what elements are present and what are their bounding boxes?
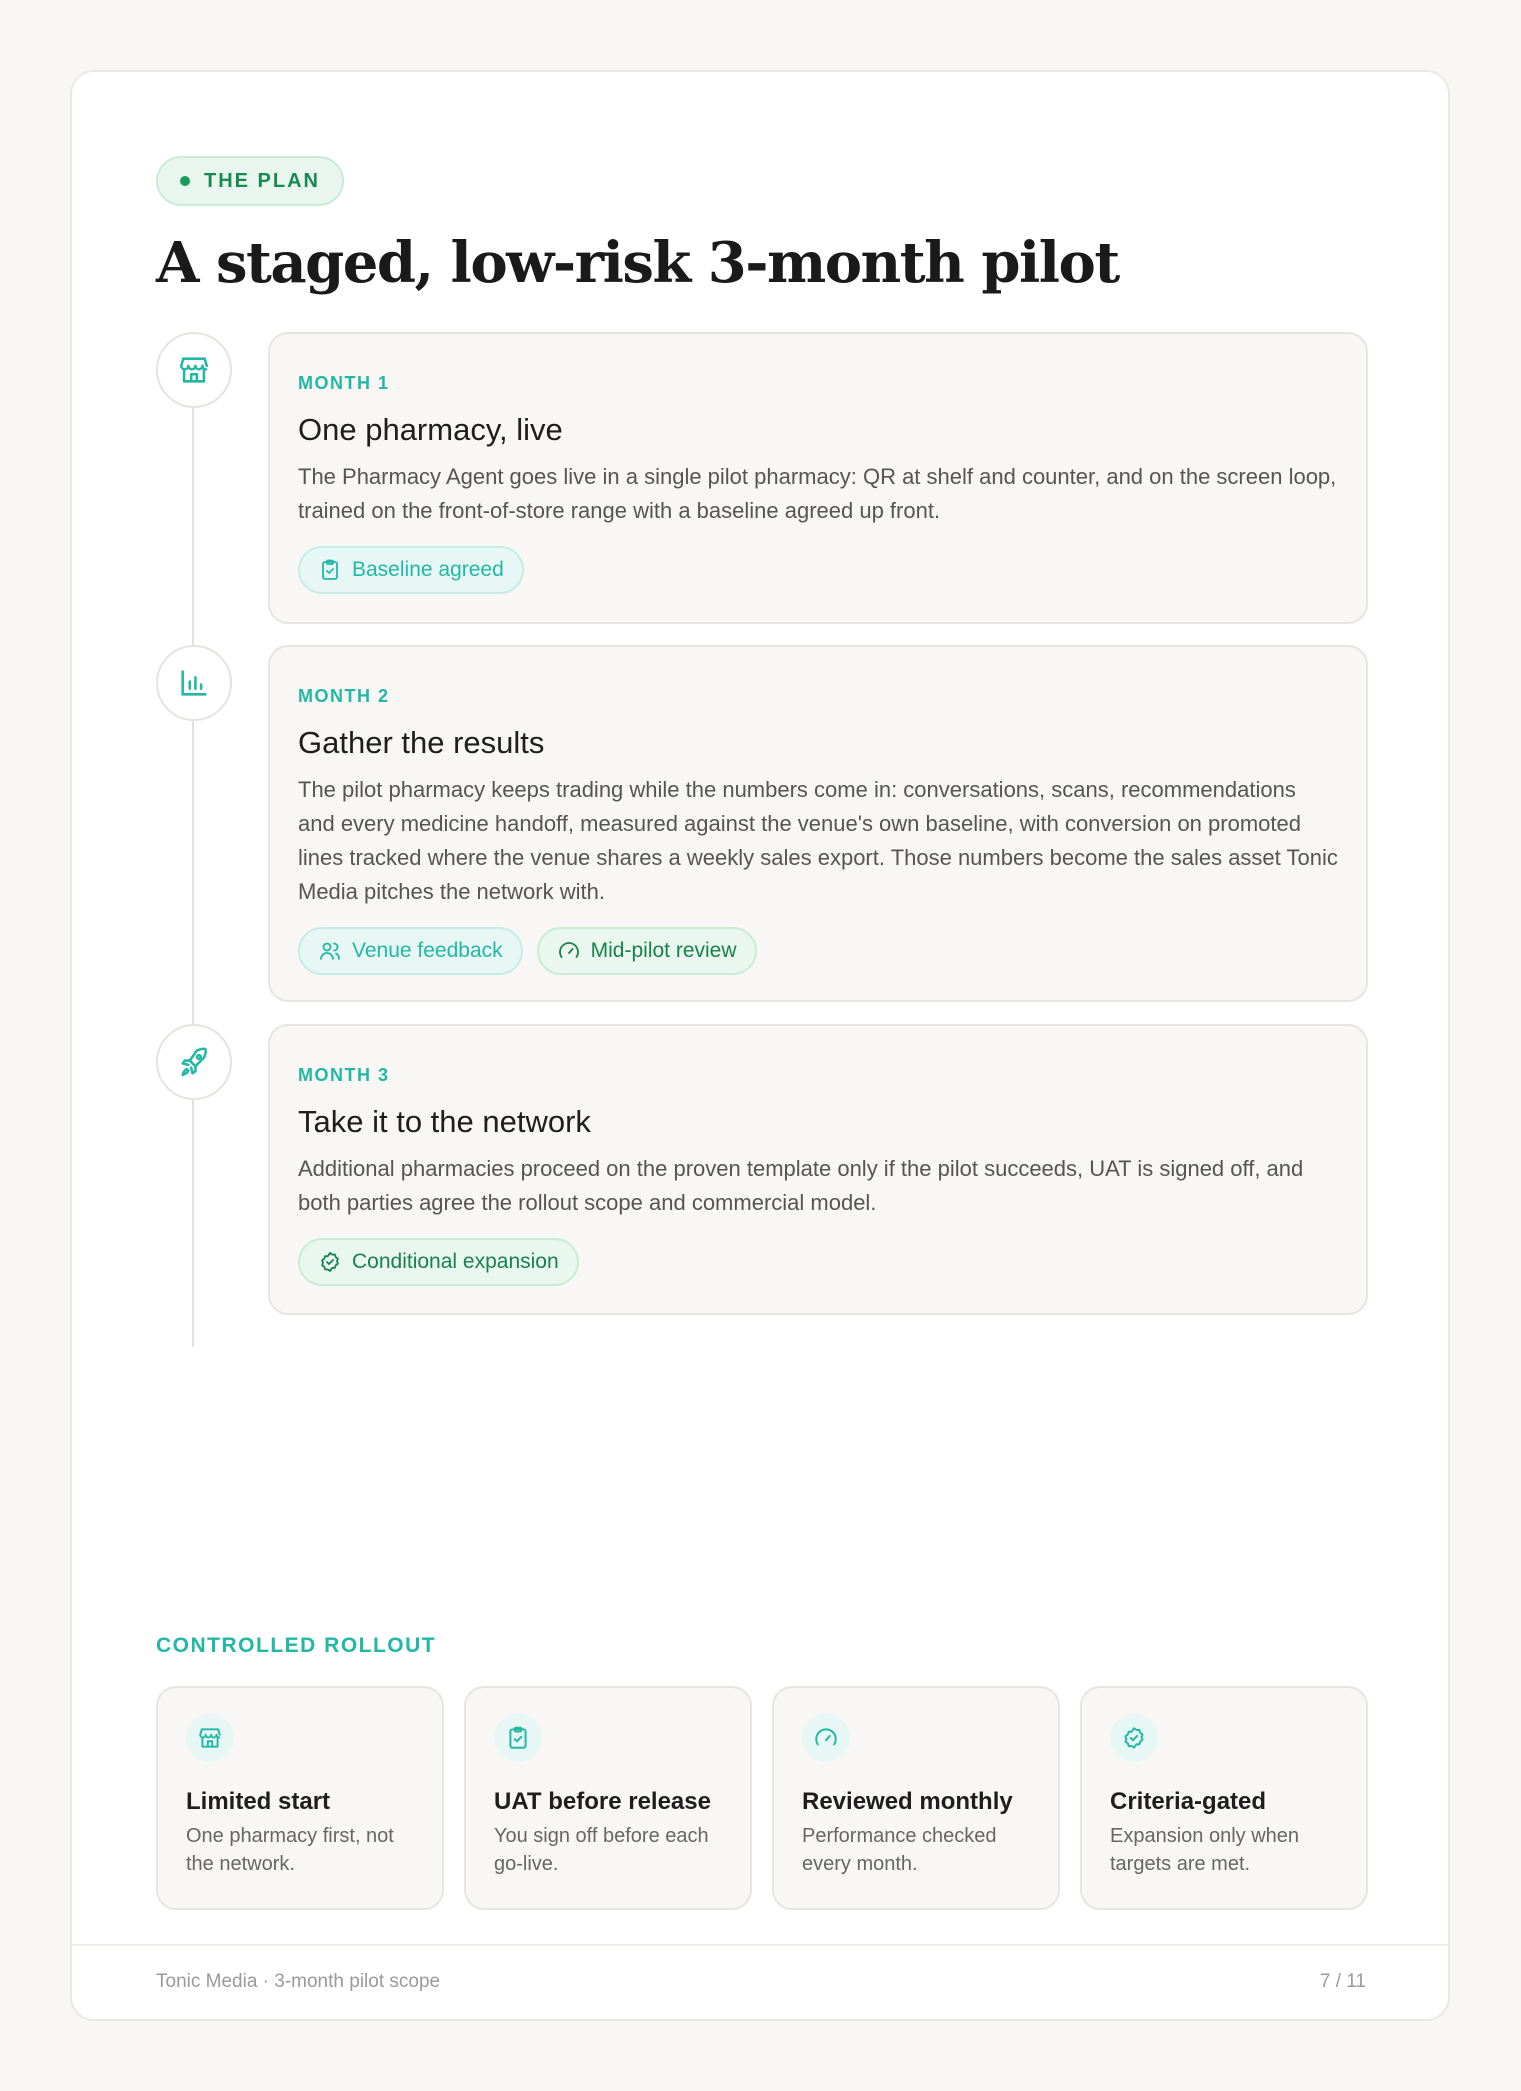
footer-caption: Tonic Media · 3-month pilot scope (156, 1971, 441, 1992)
tag-list (298, 927, 1338, 975)
month-label: MONTH 2 (298, 686, 390, 706)
slide-page (70, 70, 1450, 2021)
month-label: MONTH 3 (298, 1065, 390, 1085)
rollout-card-limited-start (156, 1686, 444, 1910)
timeline-node-month-1 (156, 332, 232, 408)
tag-venue-feedback (298, 927, 523, 975)
card-heading: One pharmacy, live (298, 412, 563, 447)
clipboard-check-icon (318, 558, 342, 582)
footer-divider (72, 1944, 1448, 1946)
rollout-card-uat-before-release (464, 1686, 752, 1910)
rollout-card-criteria-gated (1080, 1686, 1368, 1910)
rollout-card-desc: Performance checked every month. (802, 1825, 997, 1875)
gauge-icon (813, 1725, 839, 1751)
card-body: Additional pharmacies proceed on the proven template only if the pilot succeeds, UAT is signed off, and both parties agree the rollout scope and commercial model. (298, 1156, 1304, 1215)
rollout-card-desc: Expansion only when targets are met. (1110, 1825, 1300, 1875)
clipboard-check-icon (505, 1725, 531, 1751)
rocket-icon (177, 1045, 211, 1079)
tag-baseline-agreed (298, 546, 524, 594)
dot-icon (180, 176, 190, 186)
users-icon (318, 939, 342, 963)
timeline-card-month-1 (268, 332, 1368, 624)
rollout-icon-wrap (494, 1714, 542, 1762)
rollout-card-desc: One pharmacy first, not the network. (186, 1825, 394, 1875)
tag-label: Conditional expansion (352, 1250, 559, 1273)
eyebrow-label: THE PLAN (204, 169, 320, 192)
check-badge-icon (1121, 1725, 1147, 1751)
rollout-icon-wrap (186, 1714, 234, 1762)
page-title: A staged, low-risk 3-month pilot (156, 230, 1119, 296)
gauge-icon (557, 939, 581, 963)
section-eyebrow-badge (156, 156, 344, 206)
card-heading: Gather the results (298, 725, 545, 760)
rollout-card-title: Criteria-gated (1110, 1788, 1267, 1815)
timeline-card-month-3 (268, 1024, 1368, 1315)
tag-list (298, 1238, 1338, 1286)
card-body: The pilot pharmacy keeps trading while the numbers come in: conversations, scans, recommendations and every medicine handoff, measured against the venue's own baseline, with conversion on promoted lines tracked where the venue shares a weekly sales export. Those numbers become the sales asset Tonic Media pitches the network with. (298, 777, 1338, 904)
tag-label: Venue feedback (352, 939, 503, 962)
card-body: The Pharmacy Agent goes live in a single pilot pharmacy: QR at shelf and counter, and on the screen loop, trained on the front-of-store range with a baseline agreed up front. (298, 464, 1337, 523)
rollout-icon-wrap (802, 1714, 850, 1762)
tag-label: Baseline agreed (352, 558, 504, 581)
rollout-card-title: UAT before release (494, 1788, 711, 1815)
check-badge-icon (318, 1250, 342, 1274)
tag-list (298, 546, 1338, 594)
timeline-connector (192, 402, 194, 1347)
rollout-section-label: CONTROLLED ROLLOUT (156, 1634, 437, 1657)
tag-mid-pilot-review (537, 927, 757, 975)
tag-label: Mid-pilot review (590, 939, 737, 962)
month-label: MONTH 1 (298, 373, 390, 393)
bar-chart-icon (177, 666, 211, 700)
rollout-card-reviewed-monthly (772, 1686, 1060, 1910)
timeline-node-month-3 (156, 1024, 232, 1100)
rollout-card-title: Limited start (186, 1788, 331, 1815)
rollout-icon-wrap (1110, 1714, 1158, 1762)
timeline-card-month-2 (268, 645, 1368, 1002)
timeline-node-month-2 (156, 645, 232, 721)
page-number: 7 / 11 (1319, 1971, 1366, 1992)
rollout-card-desc: You sign off before each go-live. (494, 1825, 709, 1875)
storefront-icon (177, 353, 211, 387)
rollout-card-title: Reviewed monthly (802, 1788, 1013, 1815)
card-heading: Take it to the network (298, 1104, 591, 1139)
storefront-icon (197, 1725, 223, 1751)
tag-conditional-expansion (298, 1238, 579, 1286)
